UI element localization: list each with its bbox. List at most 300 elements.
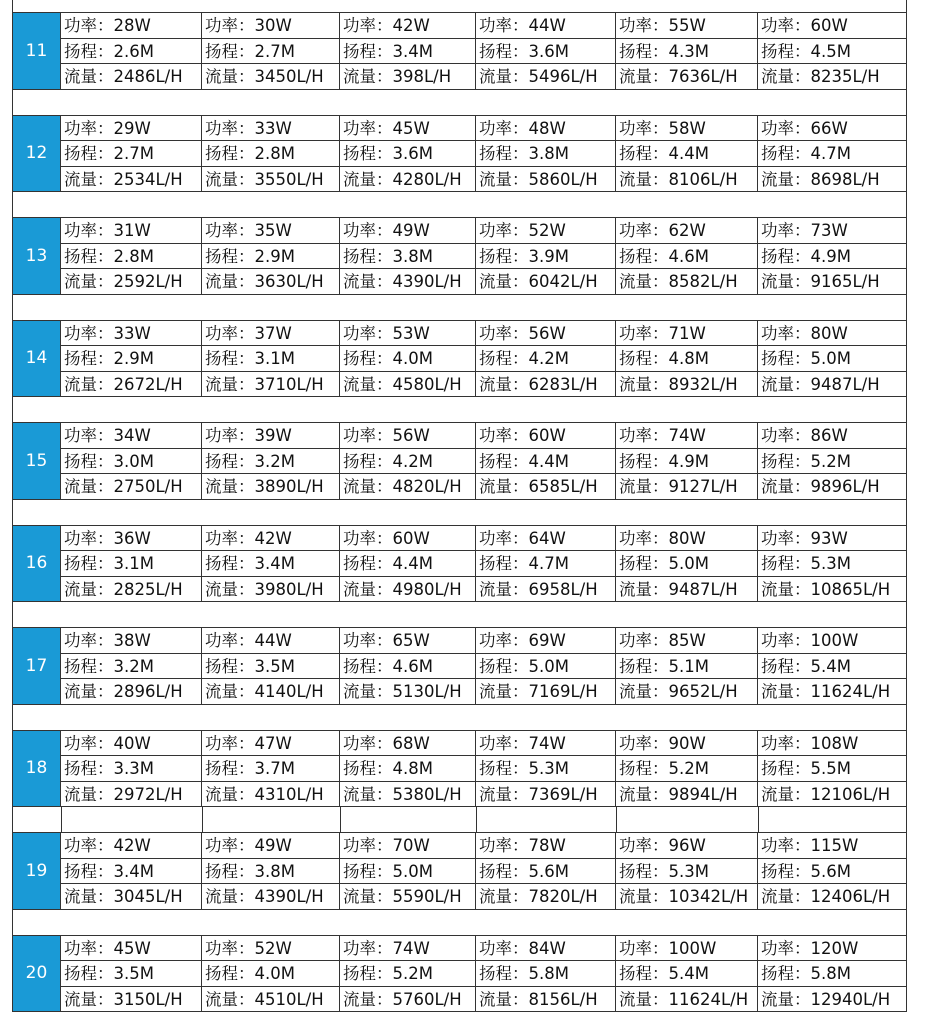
head-cell (615, 858, 757, 884)
head-value: 5.4M (810, 656, 851, 676)
power-value: 74W (392, 938, 430, 958)
power-value: 65W (392, 631, 430, 650)
flow-value: 11624L/H (668, 989, 749, 1009)
flow-value: 4980L/H (392, 579, 462, 599)
power-cell (201, 12, 339, 38)
flow-cell (339, 473, 475, 499)
flow-value: 6283L/H (528, 374, 598, 394)
power-value: 70W (392, 836, 430, 855)
head-cell (757, 243, 907, 269)
power-cell (339, 12, 475, 38)
power-cell (475, 832, 615, 858)
group-separator (12, 89, 907, 115)
flow-cell (201, 268, 339, 294)
flow-cell (339, 63, 475, 89)
power-value: 55W (668, 16, 706, 35)
head-cell (757, 960, 907, 986)
power-value: 52W (528, 221, 566, 240)
power-cell (475, 217, 615, 243)
power-cell (757, 730, 907, 756)
group-separator (12, 294, 907, 320)
head-label: 扬程： (761, 656, 811, 676)
head-cell (757, 448, 907, 474)
power-label: 功率： (479, 836, 529, 855)
power-label: 功率： (619, 323, 669, 343)
head-value: 4.6M (392, 656, 433, 676)
power-label: 功率： (479, 426, 529, 445)
power-cell (201, 730, 339, 756)
power-cell (615, 730, 757, 756)
power-label: 功率： (205, 938, 255, 958)
flow-value: 3150L/H (113, 989, 183, 1009)
head-label: 扬程： (619, 451, 669, 471)
power-value: 39W (254, 426, 292, 445)
head-label: 扬程： (64, 554, 114, 573)
head-value: 3.8M (528, 144, 569, 163)
power-cell (60, 217, 201, 243)
head-value: 5.8M (810, 964, 851, 983)
head-label: 扬程： (479, 554, 529, 573)
flow-value: 12406L/H (810, 887, 891, 906)
head-label: 扬程： (343, 349, 393, 368)
power-label: 功率： (205, 836, 255, 855)
flow-label: 流量： (619, 579, 669, 599)
group-separator (12, 806, 907, 832)
power-value: 60W (810, 16, 848, 35)
flow-cell (757, 576, 907, 602)
flow-value: 6958L/H (528, 579, 598, 599)
power-label: 功率： (619, 221, 669, 240)
head-value: 4.0M (392, 349, 433, 368)
power-label: 功率： (343, 631, 393, 650)
power-cell (475, 525, 615, 551)
flow-label: 流量： (205, 169, 255, 189)
head-cell (475, 858, 615, 884)
spec-grid (12, 0, 909, 1012)
flow-value: 7369L/H (528, 784, 598, 804)
power-label: 功率： (343, 16, 393, 35)
power-value: 68W (392, 733, 430, 753)
flow-value: 5496L/H (528, 67, 598, 86)
flow-label: 流量： (205, 682, 255, 701)
power-value: 100W (810, 631, 859, 650)
flow-cell (757, 371, 907, 397)
power-label: 功率： (761, 836, 811, 855)
model-number: 11 (12, 12, 60, 89)
flow-label: 流量： (479, 682, 529, 701)
power-label: 功率： (619, 118, 669, 138)
head-value: 2.7M (254, 41, 295, 61)
power-cell (615, 832, 757, 858)
power-value: 74W (668, 426, 706, 445)
flow-label: 流量： (619, 477, 669, 496)
power-cell (60, 115, 201, 141)
model-number: 16 (12, 525, 60, 602)
power-label: 功率： (619, 836, 669, 855)
head-label: 扬程： (64, 861, 114, 881)
power-label: 功率： (205, 733, 255, 753)
head-cell (475, 345, 615, 371)
head-value: 5.0M (668, 554, 709, 573)
power-label: 功率： (343, 938, 393, 958)
power-value: 108W (810, 733, 859, 753)
flow-label: 流量： (343, 887, 393, 906)
flow-label: 流量： (479, 169, 529, 189)
head-label: 扬程： (343, 554, 393, 573)
head-cell (201, 755, 339, 781)
flow-cell (757, 781, 907, 807)
head-label: 扬程： (619, 759, 669, 778)
head-value: 4.8M (392, 759, 433, 778)
flow-cell (201, 63, 339, 89)
power-cell (757, 525, 907, 551)
head-value: 3.8M (254, 861, 295, 881)
power-value: 120W (810, 938, 859, 958)
head-value: 3.1M (113, 554, 154, 573)
head-cell (339, 960, 475, 986)
flow-cell (339, 576, 475, 602)
head-label: 扬程： (64, 451, 114, 471)
flow-value: 9894L/H (668, 784, 738, 804)
head-value: 5.8M (528, 964, 569, 983)
flow-label: 流量： (479, 784, 529, 804)
power-label: 功率： (64, 631, 114, 650)
head-label: 扬程： (64, 656, 114, 676)
power-value: 31W (113, 221, 151, 240)
flow-value: 10342L/H (668, 887, 749, 906)
head-cell (615, 755, 757, 781)
head-value: 5.6M (810, 861, 851, 881)
flow-value: 9487L/H (668, 579, 738, 599)
flow-value: 8235L/H (810, 67, 880, 86)
flow-cell (757, 63, 907, 89)
flow-label: 流量： (761, 784, 811, 804)
head-value: 4.4M (392, 554, 433, 573)
head-label: 扬程： (619, 144, 669, 163)
head-value: 3.1M (254, 349, 295, 368)
power-value: 38W (113, 631, 151, 650)
power-value: 56W (528, 323, 566, 343)
flow-cell (60, 371, 201, 397)
flow-value: 7636L/H (668, 67, 738, 86)
head-value: 3.4M (113, 861, 154, 881)
power-cell (60, 627, 201, 653)
head-label: 扬程： (205, 964, 255, 983)
head-value: 4.4M (528, 451, 569, 471)
flow-value: 8932L/H (668, 374, 738, 394)
flow-label: 流量： (64, 887, 114, 906)
flow-cell (615, 371, 757, 397)
flow-cell (615, 781, 757, 807)
model-number: 17 (12, 627, 60, 704)
power-cell (60, 935, 201, 961)
power-value: 66W (810, 118, 848, 138)
head-value: 3.0M (113, 451, 154, 471)
head-value: 4.2M (528, 349, 569, 368)
group-separator (12, 191, 907, 217)
power-cell (757, 832, 907, 858)
power-cell (757, 422, 907, 448)
model-number: 20 (12, 935, 60, 1012)
flow-label: 流量： (761, 579, 811, 599)
flow-value: 3890L/H (254, 477, 324, 496)
flow-value: 3710L/H (254, 374, 324, 394)
power-label: 功率： (343, 528, 393, 548)
power-label: 功率： (761, 733, 811, 753)
flow-label: 流量： (205, 374, 255, 394)
flow-label: 流量： (761, 682, 811, 701)
head-cell (475, 755, 615, 781)
head-value: 3.6M (392, 144, 433, 163)
power-label: 功率： (64, 836, 114, 855)
power-label: 功率： (479, 528, 529, 548)
head-value: 4.6M (668, 246, 709, 266)
head-cell (201, 858, 339, 884)
head-cell (201, 243, 339, 269)
head-value: 5.0M (392, 861, 433, 881)
power-cell (615, 12, 757, 38)
head-label: 扬程： (619, 656, 669, 676)
power-value: 80W (810, 323, 848, 343)
head-label: 扬程： (205, 349, 255, 368)
power-label: 功率： (479, 221, 529, 240)
power-value: 42W (254, 528, 292, 548)
head-label: 扬程： (343, 246, 393, 266)
model-number: 15 (12, 422, 60, 499)
flow-cell (60, 678, 201, 704)
flow-cell (60, 268, 201, 294)
group-separator (12, 396, 907, 422)
flow-label: 流量： (761, 67, 811, 86)
head-label: 扬程： (205, 144, 255, 163)
head-cell (757, 550, 907, 576)
power-value: 47W (254, 733, 292, 753)
flow-label: 流量： (205, 67, 255, 86)
head-cell (60, 550, 201, 576)
head-value: 2.8M (113, 246, 154, 266)
flow-value: 4140L/H (254, 682, 324, 701)
flow-value: 8698L/H (810, 169, 880, 189)
head-value: 3.8M (392, 246, 433, 266)
power-label: 功率： (761, 16, 811, 35)
power-cell (60, 12, 201, 38)
head-value: 3.4M (392, 41, 433, 61)
head-cell (757, 653, 907, 679)
flow-label: 流量： (619, 272, 669, 291)
flow-cell (60, 576, 201, 602)
flow-label: 流量： (619, 374, 669, 394)
head-cell (201, 653, 339, 679)
flow-cell (201, 473, 339, 499)
flow-label: 流量： (64, 272, 114, 291)
head-label: 扬程： (619, 349, 669, 368)
head-label: 扬程： (761, 861, 811, 881)
flow-label: 流量： (619, 169, 669, 189)
power-label: 功率： (343, 733, 393, 753)
head-label: 扬程： (619, 246, 669, 266)
flow-value: 7820L/H (528, 887, 598, 906)
flow-cell (475, 473, 615, 499)
head-value: 5.3M (810, 554, 851, 573)
flow-label: 流量： (479, 989, 529, 1009)
head-cell (201, 960, 339, 986)
head-cell (615, 960, 757, 986)
head-value: 4.5M (810, 41, 851, 61)
head-cell (339, 140, 475, 166)
head-cell (60, 448, 201, 474)
power-value: 34W (113, 426, 151, 445)
power-cell (339, 935, 475, 961)
head-cell (60, 858, 201, 884)
head-label: 扬程： (479, 861, 529, 881)
power-label: 功率： (205, 426, 255, 445)
flow-value: 4510L/H (254, 989, 324, 1009)
head-label: 扬程： (64, 964, 114, 983)
head-label: 扬程： (761, 759, 811, 778)
flow-cell (475, 781, 615, 807)
head-label: 扬程： (205, 759, 255, 778)
head-value: 2.7M (113, 144, 154, 163)
flow-cell (757, 473, 907, 499)
power-cell (615, 115, 757, 141)
power-value: 84W (528, 938, 566, 958)
flow-cell (615, 473, 757, 499)
flow-cell (339, 268, 475, 294)
flow-label: 流量： (343, 169, 393, 189)
power-cell (475, 422, 615, 448)
power-cell (60, 525, 201, 551)
head-label: 扬程： (343, 759, 393, 778)
power-cell (201, 320, 339, 346)
power-label: 功率： (619, 426, 669, 445)
flow-label: 流量： (64, 784, 114, 804)
model-number: 13 (12, 217, 60, 294)
power-label: 功率： (205, 323, 255, 343)
flow-value: 5130L/H (392, 682, 462, 701)
power-cell (339, 422, 475, 448)
flow-value: 7169L/H (528, 682, 598, 701)
power-cell (757, 217, 907, 243)
flow-label: 流量： (64, 67, 114, 86)
head-label: 扬程： (761, 964, 811, 983)
head-value: 3.5M (254, 656, 295, 676)
flow-cell (339, 678, 475, 704)
flow-cell (60, 473, 201, 499)
power-label: 功率： (64, 323, 114, 343)
head-label: 扬程： (64, 246, 114, 266)
power-cell (475, 320, 615, 346)
power-value: 52W (254, 938, 292, 958)
flow-cell (615, 268, 757, 294)
flow-cell (201, 781, 339, 807)
power-cell (339, 627, 475, 653)
flow-label: 流量： (205, 989, 255, 1009)
power-label: 功率： (205, 221, 255, 240)
head-value: 5.0M (528, 656, 569, 676)
power-label: 功率： (761, 426, 811, 445)
head-value: 3.2M (113, 656, 154, 676)
power-cell (201, 832, 339, 858)
head-value: 2.9M (254, 246, 295, 266)
flow-value: 2825L/H (113, 579, 183, 599)
head-value: 4.0M (254, 964, 295, 983)
power-cell (757, 627, 907, 653)
head-value: 4.7M (528, 554, 569, 573)
power-value: 69W (528, 631, 566, 650)
flow-label: 流量： (479, 272, 529, 291)
head-label: 扬程： (343, 656, 393, 676)
head-label: 扬程： (205, 554, 255, 573)
power-value: 33W (254, 118, 292, 138)
power-label: 功率： (479, 631, 529, 650)
power-cell (615, 627, 757, 653)
power-label: 功率： (761, 118, 811, 138)
power-value: 85W (668, 631, 706, 650)
power-value: 78W (528, 836, 566, 855)
flow-label: 流量： (761, 272, 811, 291)
power-cell (201, 217, 339, 243)
power-cell (615, 217, 757, 243)
group-separator (12, 499, 907, 525)
flow-label: 流量： (761, 477, 811, 496)
power-label: 功率： (619, 528, 669, 548)
head-cell (339, 38, 475, 64)
head-label: 扬程： (761, 246, 811, 266)
power-value: 42W (392, 16, 430, 35)
head-cell (757, 38, 907, 64)
head-label: 扬程： (479, 144, 529, 163)
flow-value: 5590L/H (392, 887, 462, 906)
power-value: 86W (810, 426, 848, 445)
flow-cell (615, 63, 757, 89)
flow-cell (475, 166, 615, 192)
flow-cell (475, 63, 615, 89)
flow-value: 5860L/H (528, 169, 598, 189)
head-label: 扬程： (479, 964, 529, 983)
head-label: 扬程： (64, 349, 114, 368)
flow-value: 4580L/H (392, 374, 462, 394)
flow-label: 流量： (64, 374, 114, 394)
head-cell (615, 38, 757, 64)
flow-value: 2672L/H (113, 374, 183, 394)
power-label: 功率： (619, 938, 669, 958)
power-label: 功率： (64, 221, 114, 240)
flow-cell (60, 63, 201, 89)
head-cell (339, 243, 475, 269)
flow-value: 9896L/H (810, 477, 880, 496)
flow-cell (201, 883, 339, 909)
power-cell (615, 935, 757, 961)
flow-cell (475, 883, 615, 909)
power-label: 功率： (479, 323, 529, 343)
head-value: 5.2M (392, 964, 433, 983)
power-cell (615, 525, 757, 551)
head-cell (475, 550, 615, 576)
flow-value: 3450L/H (254, 67, 324, 86)
power-value: 60W (392, 528, 430, 548)
power-cell (475, 12, 615, 38)
flow-cell (615, 166, 757, 192)
head-value: 4.4M (668, 144, 709, 163)
flow-value: 2750L/H (113, 477, 183, 496)
flow-label: 流量： (761, 887, 811, 906)
group-separator (12, 909, 907, 935)
power-cell (475, 627, 615, 653)
power-cell (757, 115, 907, 141)
head-label: 扬程： (343, 144, 393, 163)
power-label: 功率： (205, 16, 255, 35)
power-value: 64W (528, 528, 566, 548)
